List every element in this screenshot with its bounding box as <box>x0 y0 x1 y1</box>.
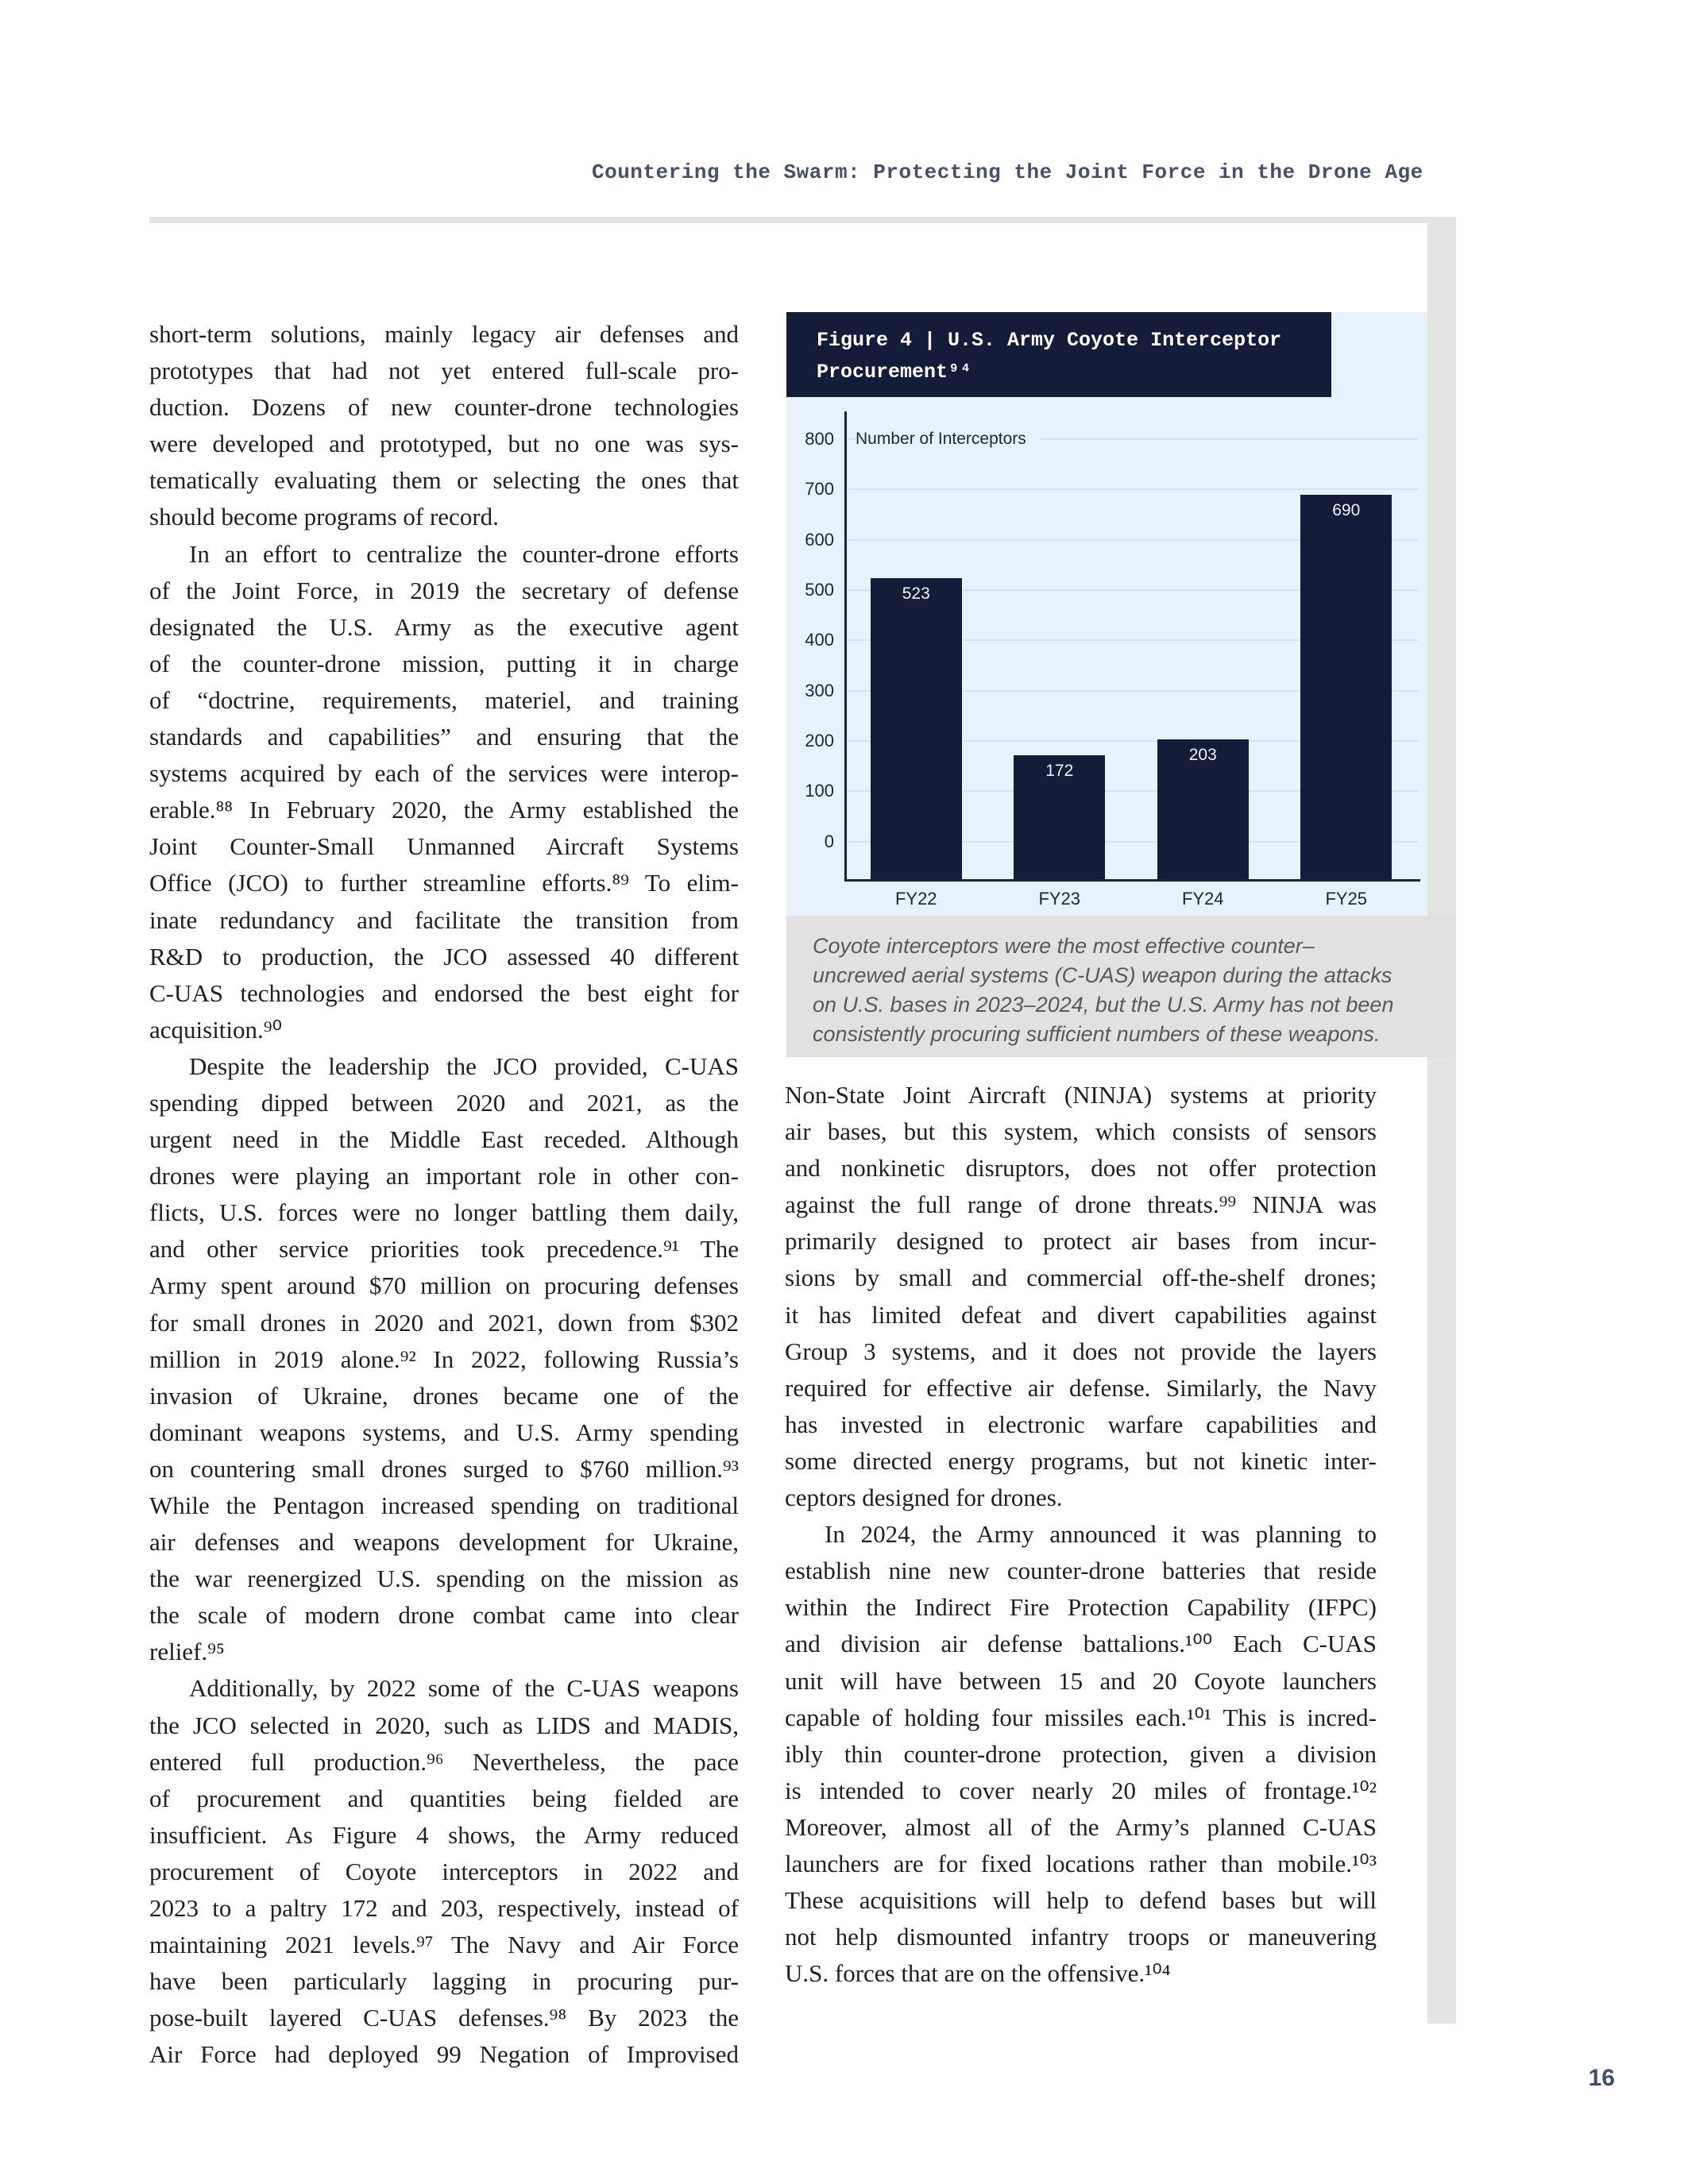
text-line: relief.⁹⁵ <box>149 1638 225 1666</box>
x-category-label: FY23 <box>1038 889 1081 909</box>
text-line: maintaining 2021 levels.⁹⁷ The Navy and Air Force <box>149 1931 739 1959</box>
text-line: some directed energy programs, but not kinetic inter- <box>785 1446 1377 1475</box>
text-line: drones were playing an important role in other con- <box>149 1162 739 1190</box>
text-line: Non-State Joint Aircraft (NINJA) systems at priority <box>785 1081 1377 1109</box>
text-line: procurement of Coyote interceptors in 2022 and <box>149 1857 739 1885</box>
text-line: inate redundancy and facilitate the transition from <box>149 905 739 934</box>
running-header: Countering the Swarm: Protecting the Joint Force in the Drone Age <box>592 160 1423 184</box>
x-category-label: FY22 <box>894 889 937 909</box>
text-line: systems acquired by each of the services were interop- <box>149 759 739 788</box>
text-line: of the Joint Force, in 2019 the secretary of defense <box>149 576 739 604</box>
caption-line: Coyote interceptors were the most effective counter– <box>813 934 1315 958</box>
text-line: the war reenergized U.S. spending on the mission as <box>149 1565 739 1593</box>
text-line: against the full range of drone threats.⁹⁹ NINJA was <box>785 1190 1377 1219</box>
x-category-label: FY25 <box>1325 889 1368 909</box>
page-number: 16 <box>1588 2065 1615 2091</box>
x-axis-line <box>844 879 1420 882</box>
text-line: In 2024, the Army announced it was planning to <box>825 1520 1377 1549</box>
bar-FY22 <box>871 578 962 879</box>
text-line: and division air defense battalions.¹⁰⁰ Each C-UAS <box>785 1630 1377 1658</box>
right-edge-band <box>1427 217 1456 2024</box>
text-line: of the counter-drone mission, putting it in charge <box>149 649 739 677</box>
text-line: entered full production.⁹⁶ Nevertheless, the pace <box>149 1747 739 1776</box>
text-line: were developed and prototyped, but no one was sys- <box>149 430 739 458</box>
text-line: for small drones in 2020 and 2021, down from $302 <box>149 1308 739 1337</box>
text-line: While the Pentagon increased spending on traditional <box>149 1491 739 1519</box>
y-tick-label: 200 <box>805 730 834 751</box>
bar-FY25 <box>1300 495 1392 879</box>
text-line: of “doctrine, requirements, materiel, and training <box>149 685 739 714</box>
text-line: In an effort to centralize the counter-drone efforts <box>189 539 739 568</box>
bar-FY24 <box>1157 739 1249 879</box>
x-category-label: FY24 <box>1181 889 1224 909</box>
bar-FY23 <box>1014 755 1105 879</box>
text-line: Joint Counter-Small Unmanned Aircraft Systems <box>149 832 739 861</box>
text-line: 2023 to a paltry 172 and 203, respectively, instead of <box>149 1894 739 1923</box>
bar-value-label: 523 <box>902 585 930 604</box>
text-line: flicts, U.S. forces were no longer battling them daily, <box>149 1198 739 1227</box>
text-line: the JCO selected in 2020, such as LIDS and MADIS, <box>149 1711 739 1739</box>
bar-value-label: 172 <box>1045 761 1074 780</box>
y-tick-label: 500 <box>805 579 834 600</box>
text-line: designated the U.S. Army as the executive agent <box>149 612 739 641</box>
text-line: These acquisitions will help to defend bases but will <box>785 1886 1377 1915</box>
text-line: not help dismounted infantry troops or maneuvering <box>785 1923 1377 1951</box>
text-line: primarily designed to protect air bases from incur- <box>785 1227 1377 1256</box>
y-tick-label: 0 <box>824 831 834 851</box>
caption-line: uncrewed aerial systems (C-UAS) weapon during the attacks <box>813 963 1393 987</box>
text-line: capable of holding four missiles each.¹⁰¹ This is incred- <box>785 1703 1377 1731</box>
header-rule <box>149 217 1456 223</box>
figure-title-line1: Figure 4 | U.S. Army Coyote Interceptor <box>817 329 1282 352</box>
text-line: required for effective air defense. Similarly, the Navy <box>785 1373 1377 1402</box>
text-line: Office (JCO) to further streamline efforts.⁸⁹ To elim- <box>149 869 739 897</box>
text-line: and other service priorities took precedence.⁹¹ The <box>149 1235 739 1264</box>
text-line: invasion of Ukraine, drones became one of the <box>149 1381 739 1410</box>
text-line: of procurement and quantities being fielded are <box>149 1784 739 1812</box>
text-line: standards and capabilities” and ensuring that the <box>149 723 739 751</box>
text-line: short-term solutions, mainly legacy air defenses and <box>149 320 739 348</box>
text-line: erable.⁸⁸ In February 2020, the Army established the <box>149 796 739 824</box>
y-tick-label: 600 <box>805 529 834 550</box>
text-line: unit will have between 15 and 20 Coyote launchers <box>785 1666 1377 1695</box>
text-line: establish nine new counter-drone batteries that reside <box>785 1557 1377 1585</box>
text-line: ibly thin counter-drone protection, given a division <box>785 1739 1377 1768</box>
text-line: C-UAS technologies and endorsed the best eight for <box>149 978 739 1007</box>
caption-line: on U.S. bases in 2023–2024, but the U.S. Army has not been <box>813 993 1394 1017</box>
text-line: has invested in electronic warfare capabilities and <box>785 1410 1377 1438</box>
text-line: dominant weapons systems, and U.S. Army spending <box>149 1418 739 1446</box>
text-line: U.S. forces that are on the offensive.¹⁰⁴ <box>785 1959 1171 1988</box>
left-column <box>149 316 739 2074</box>
text-line: air bases, but this system, which consists of sensors <box>785 1117 1377 1146</box>
text-line: duction. Dozens of new counter-drone technologies <box>149 393 739 422</box>
text-line: have been particularly lagging in procuring pur- <box>149 1967 739 1996</box>
text-line: air defenses and weapons development for Ukraine, <box>149 1528 739 1557</box>
text-line: urgent need in the Middle East receded. Although <box>149 1125 739 1154</box>
figure-4 <box>786 312 1427 916</box>
text-line: Despite the leadership the JCO provided, C-UAS <box>189 1051 739 1080</box>
text-line: million in 2019 alone.⁹² In 2022, following Russia’s <box>149 1345 739 1373</box>
text-line: insufficient. As Figure 4 shows, the Army reduced <box>149 1820 739 1849</box>
figure-title <box>786 312 1331 397</box>
text-line: Air Force had deployed 99 Negation of Improvised <box>149 2040 739 2069</box>
y-axis-line <box>844 411 847 882</box>
text-line: pose-built layered C-UAS defenses.⁹⁸ By 2023 the <box>149 2004 739 2032</box>
y-tick-label: 700 <box>805 479 834 500</box>
text-line: Additionally, by 2022 some of the C-UAS weapons <box>189 1674 739 1703</box>
text-line: should become programs of record. <box>149 503 499 531</box>
text-line: it has limited defeat and divert capabilities against <box>785 1300 1377 1329</box>
text-line: on countering small drones surged to $760 million.⁹³ <box>149 1454 739 1483</box>
text-line: Group 3 systems, and it does not provide the layers <box>785 1337 1377 1365</box>
y-tick-label: 400 <box>805 630 834 650</box>
text-line: launchers are for fixed locations rather than mobile.¹⁰³ <box>785 1849 1377 1877</box>
text-line: acquisition.⁹⁰ <box>149 1015 283 1044</box>
bar-value-label: 203 <box>1188 745 1217 764</box>
right-column <box>785 1077 1377 1992</box>
figure-caption <box>786 916 1456 1057</box>
text-line: spending dipped between 2020 and 2021, as the <box>149 1088 739 1117</box>
text-line: tematically evaluating them or selecting the ones that <box>149 466 739 495</box>
y-tick-label: 300 <box>805 680 834 700</box>
y-tick-label: 800 <box>805 429 834 449</box>
bar-value-label: 690 <box>1332 500 1361 519</box>
figure-title-line2: Procurement⁹⁴ <box>817 361 972 384</box>
caption-line: consistently procuring sufficient numbers of these weapons. <box>813 1022 1381 1046</box>
text-line: Moreover, almost all of the Army’s planned C-UAS <box>785 1812 1377 1841</box>
text-line: sions by small and commercial off-the-shelf drones; <box>785 1264 1377 1292</box>
text-line: Army spent around $70 million on procuring defenses <box>149 1271 739 1300</box>
text-line: is intended to cover nearly 20 miles of frontage.¹⁰² <box>785 1776 1377 1804</box>
y-gridline <box>844 488 1418 490</box>
text-line: R&D to production, the JCO assessed 40 different <box>149 942 739 970</box>
text-line: prototypes that had not yet entered full-scale pro- <box>149 357 739 385</box>
y-tick-label: 100 <box>805 781 834 801</box>
text-line: ceptors designed for drones. <box>785 1484 1063 1512</box>
y-axis-title: Number of Interceptors <box>856 427 1039 451</box>
text-line: the scale of modern drone combat came into clear <box>149 1601 739 1630</box>
text-line: and nonkinetic disruptors, does not offer protection <box>785 1154 1377 1183</box>
text-line: within the Indirect Fire Protection Capability (IFPC) <box>785 1593 1377 1622</box>
